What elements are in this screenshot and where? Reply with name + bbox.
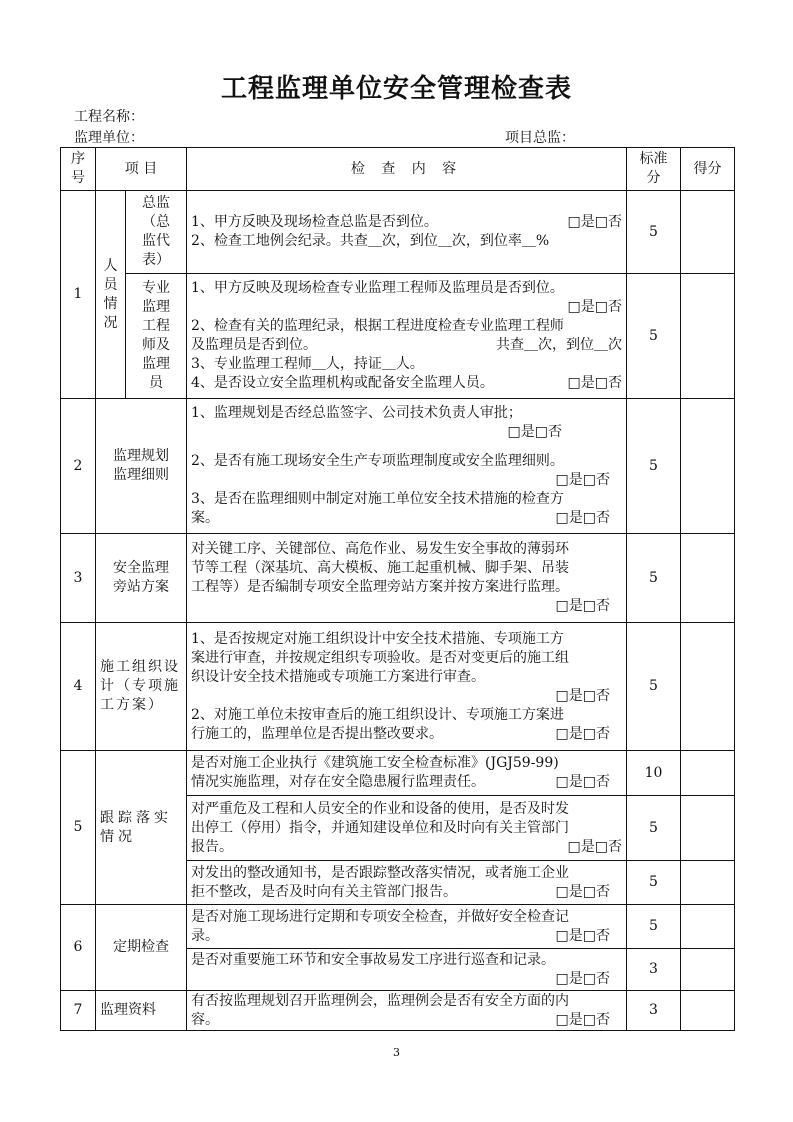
yes-no-checkbox[interactable]: □是□否 (555, 774, 611, 790)
score-cell[interactable] (681, 534, 735, 623)
yes-no-checkbox[interactable]: □是□否 (555, 970, 611, 987)
yes-no-checkbox[interactable]: □是□否 (567, 299, 623, 315)
row-std-score: 5 (627, 534, 681, 623)
table-row (61, 534, 735, 623)
row-no: 7 (61, 991, 96, 1031)
row-std-score: 3 (627, 991, 681, 1031)
row-no: 1 (61, 191, 96, 399)
table-row (61, 274, 735, 399)
row-content: 对严重危及工程和人员安全的作业和设备的使用，是否及时发 出停工（停用）指令，并通知建设单位和及时向有关主管部门 报告。 □是□否 (187, 796, 627, 861)
yes-no-checkbox[interactable]: □是□否 (567, 375, 623, 391)
project-name-label: 工程名称： (74, 109, 144, 125)
score-cell[interactable] (681, 905, 735, 949)
row-std-score: 5 (627, 191, 681, 274)
score-cell[interactable] (681, 751, 735, 796)
row-content: 1、甲方反映及现场检查总监是否到位。 □是□否 2、检查工地例会纪录。共查＿次，到位＿次，到位率＿% (187, 191, 627, 274)
score-cell[interactable] (681, 274, 735, 399)
yes-no-checkbox[interactable]: □是□否 (555, 510, 611, 526)
yes-no-checkbox[interactable]: □是□否 (555, 1011, 611, 1028)
row-content: 1、是否按规定对施工组织设计中安全技术措施、专项施工方 案进行审查，并按规定组织专项验收。是否对变更后的施工组 织设计安全技术措施或专项施工方案进行审查。 □是□否 2、对施工单位未按审查后的施工组织设计、专项施工方案进 行施工的，监理单位是否提出整改要求。 □是□否 (187, 623, 627, 751)
row-content: 1、甲方反映及现场检查专业监理工程师及监理员是否到位。 □是□否 2、检查有关的监理纪录，根据工程进度检查专业监理工程师 及监理员是否到位。 共查＿次，到位＿次 3、专业监理工程师＿人，持证＿人。 4、是否设立安全监理机构或配备安全监理人员。 □是□否 (187, 274, 627, 399)
row-std-score: 5 (627, 623, 681, 751)
yes-no-checkbox[interactable]: □是□否 (555, 883, 611, 900)
row-content: 1、监理规划是否经总监签字、公司技术负责人审批； □是□否 2、是否有施工现场安全生产专项监理制度或安全监理细则。 □是□否 3、是否在监理细则中制定对施工单位安全技术措施的检查方 案。 □是□否 (187, 399, 627, 534)
row-no: 4 (61, 623, 96, 751)
row-content: 对发出的整改通知书，是否跟踪整改落实情况，或者施工企业 拒不整改，是否及时向有关主管部门报告。 □是□否 (187, 861, 627, 905)
row-content: 是否对施工企业执行《建筑施工安全检查标准》(JGJ59-99) 情况实施监理，对存在安全隐患履行监理责任。 □是□否 (187, 751, 627, 796)
yes-no-checkbox[interactable]: □是□否 (507, 424, 563, 440)
table-row (61, 191, 735, 274)
header-item: 项 目 (96, 148, 187, 191)
row-item: 安全监理旁站方案 (96, 534, 187, 623)
chief-supervisor-label: 项目总监： (505, 130, 575, 146)
row-subitem: 总监（总监代表） (126, 191, 187, 274)
score-cell[interactable] (681, 949, 735, 991)
row-item: 监理规划监理细则 (96, 399, 187, 534)
inspection-table (60, 147, 735, 1031)
row-content: 有否按监理规划召开监理例会，监理例会是否有安全方面的内 容。 □是□否 (187, 991, 627, 1031)
row-no: 2 (61, 399, 96, 534)
table-row (61, 991, 735, 1031)
yes-no-checkbox[interactable]: □是□否 (555, 472, 611, 488)
score-cell[interactable] (681, 623, 735, 751)
row-item: 监理资料 (96, 991, 187, 1031)
yes-no-checkbox[interactable]: □是□否 (555, 725, 611, 742)
yes-no-checkbox[interactable]: □是□否 (555, 687, 611, 704)
row-std-score: 10 (627, 751, 681, 796)
supervisor-unit-label: 监理单位： (74, 130, 144, 146)
header-no: 序号 (61, 148, 96, 191)
row-std-score: 5 (627, 796, 681, 861)
yes-no-checkbox[interactable]: □是□否 (567, 838, 623, 855)
row-std-score: 3 (627, 949, 681, 991)
row-item: 跟踪落实情况 (96, 751, 187, 905)
row-no: 6 (61, 905, 96, 991)
header-score: 得分 (681, 148, 735, 191)
yes-no-checkbox[interactable]: □是□否 (555, 598, 611, 614)
header-std: 标准分 (627, 148, 681, 191)
page-title: 工程监理单位安全管理检查表 (220, 74, 572, 104)
score-cell[interactable] (681, 861, 735, 905)
row-std-score: 5 (627, 399, 681, 534)
yes-no-checkbox[interactable]: □是□否 (567, 214, 623, 230)
table-row (61, 399, 735, 534)
row-std-score: 5 (627, 905, 681, 949)
row-item: 人员情况 (96, 191, 126, 399)
score-cell[interactable] (681, 191, 735, 274)
page-number: 3 (393, 1046, 400, 1059)
table-header (61, 148, 735, 191)
row-content: 是否对施工现场进行定期和专项安全检查，并做好安全检查记 录。 □是□否 (187, 905, 627, 949)
table-row (61, 905, 735, 949)
row-content: 是否对重要施工环节和安全事故易发工序进行巡查和记录。 □是□否 (187, 949, 627, 991)
row-item: 定期检查 (96, 905, 187, 991)
score-cell[interactable] (681, 399, 735, 534)
row-subitem: 专业监理工程师及监理员 (126, 274, 187, 399)
header-content: 检 查 内 容 (187, 148, 627, 191)
row-no: 3 (61, 534, 96, 623)
score-cell[interactable] (681, 796, 735, 861)
score-cell[interactable] (681, 991, 735, 1031)
row-std-score: 5 (627, 861, 681, 905)
row-std-score: 5 (627, 274, 681, 399)
table-row (61, 623, 735, 751)
yes-no-checkbox[interactable]: □是□否 (555, 927, 611, 944)
row-no: 5 (61, 751, 96, 905)
table-row (61, 751, 735, 796)
row-content: 对关键工序、关键部位、高危作业、易发生安全事故的薄弱环 节等工程（深基坑、高大模板、施工起重机械、脚手架、吊装 工程等）是否编制专项安全监理旁站方案并按方案进行监理。 □是□否 (187, 534, 627, 623)
row-item: 施工组织设计（专项施工方案） (96, 623, 187, 751)
